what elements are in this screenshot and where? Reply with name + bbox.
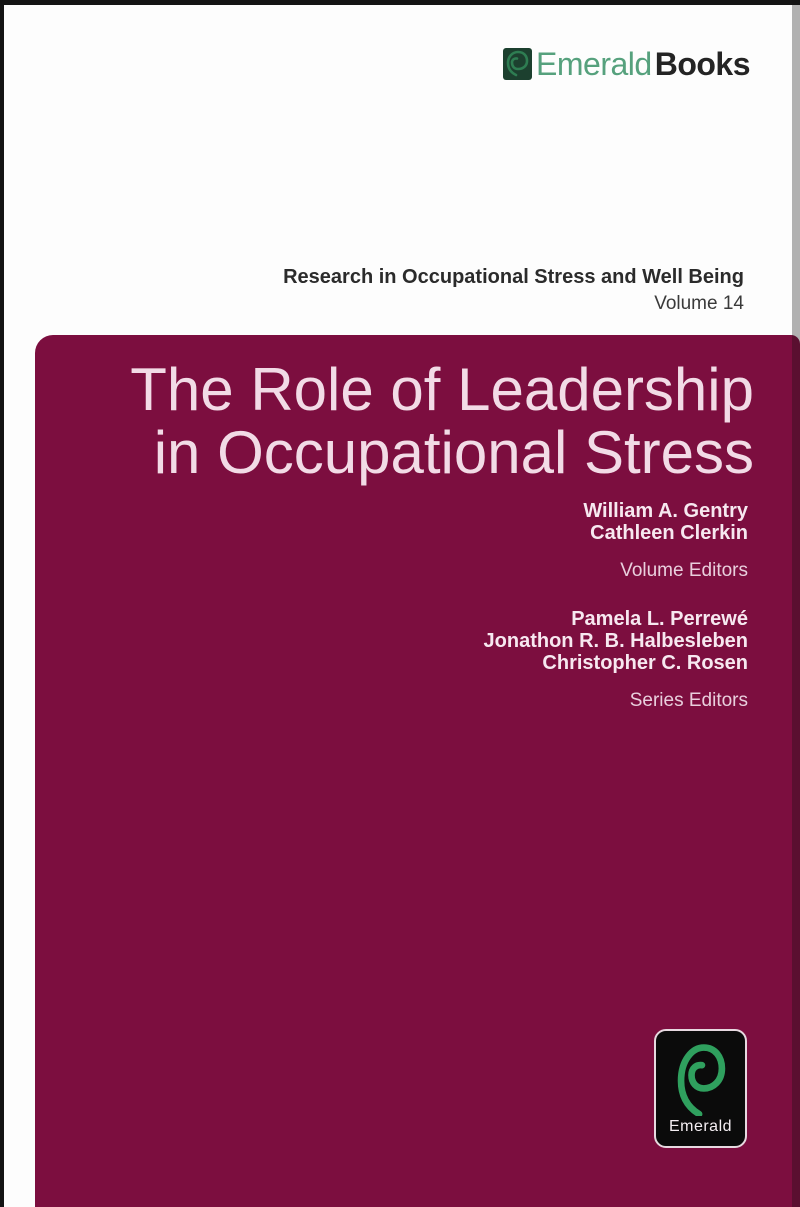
volume-editor-name: William A. Gentry [583, 500, 748, 522]
series-editors-label: Series Editors [629, 690, 748, 711]
volume-editors-block [583, 500, 748, 581]
volume-editor-name: Cathleen Clerkin [590, 522, 748, 544]
series-editor-name: Pamela L. Perrewé [571, 608, 748, 630]
book-title [130, 358, 754, 484]
series-info [283, 266, 744, 315]
book-title-line1: The Role of Leadership [130, 356, 754, 423]
brand-suffix: Books [654, 46, 750, 82]
series-editor-name: Christopher C. Rosen [542, 652, 748, 674]
book-title-line2: in Occupational Stress [153, 419, 754, 486]
emerald-books-logo [503, 48, 750, 80]
emerald-publisher-badge [654, 1029, 747, 1148]
emerald-spiral-icon [675, 1040, 727, 1116]
emerald-square-spiral-icon [503, 48, 532, 80]
series-editor-name: Jonathon R. B. Halbesleben [483, 630, 748, 652]
brand-name: Emerald [536, 46, 652, 82]
top-edge-border [0, 0, 800, 5]
cover-panel [35, 335, 800, 1207]
volume-editors-label: Volume Editors [620, 560, 748, 581]
series-volume: Volume 14 [654, 293, 744, 314]
left-edge-border [0, 0, 4, 1207]
series-title: Research in Occupational Stress and Well Being [283, 266, 744, 288]
series-editors-block [484, 608, 748, 711]
right-edge-shade [792, 0, 800, 1207]
badge-publisher-name: Emerald [668, 1118, 733, 1135]
